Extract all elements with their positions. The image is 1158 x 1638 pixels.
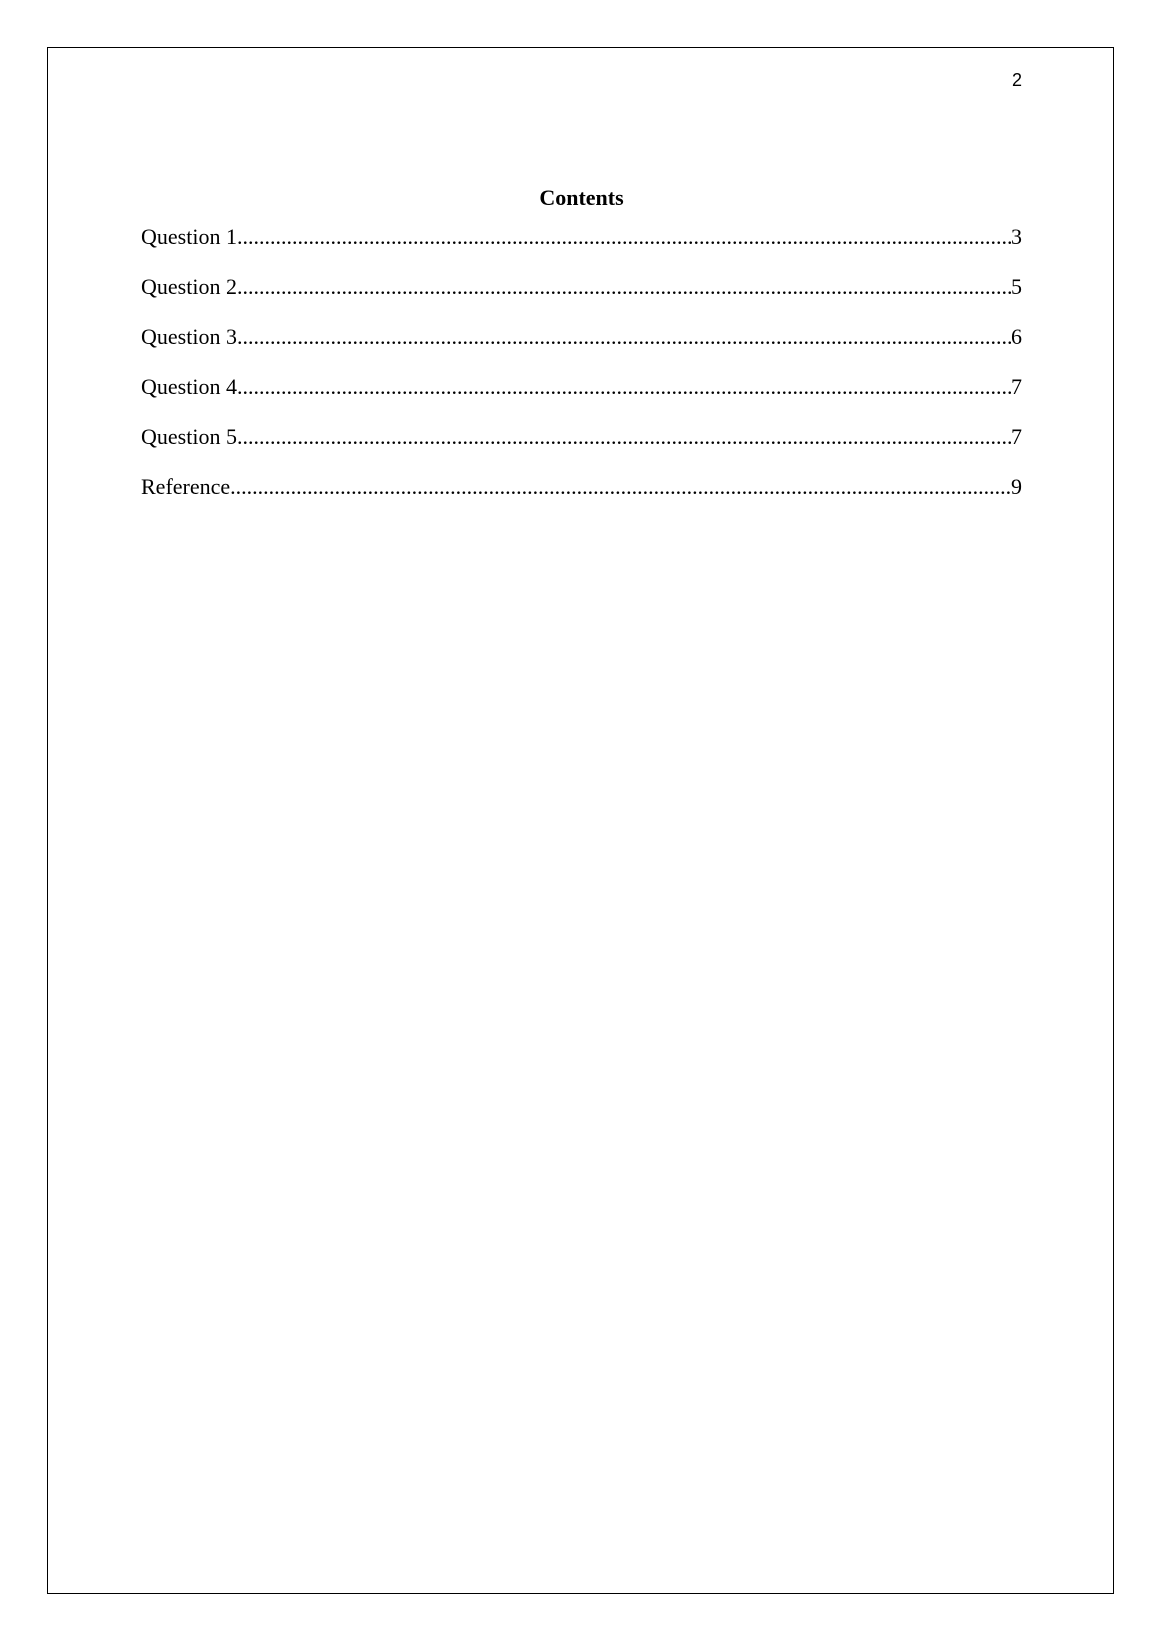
page-number: 2	[1011, 70, 1022, 90]
toc-dot-leader	[237, 374, 1011, 400]
toc-entry-label: Reference	[141, 474, 231, 499]
toc-dot-leader	[237, 324, 1011, 350]
toc-entry-label: Question 3	[141, 324, 237, 349]
toc-entry-page: 6	[1011, 324, 1022, 349]
toc-entry-question-1[interactable]	[141, 224, 1022, 274]
toc-entry-page: 9	[1011, 474, 1022, 499]
toc-entry-page: 7	[1011, 424, 1022, 449]
toc-dot-leader	[237, 424, 1011, 450]
toc-entry-page: 5	[1011, 274, 1022, 299]
toc-dot-leader	[237, 224, 1011, 250]
toc-entry-page: 7	[1011, 374, 1022, 399]
toc-entry-question-4[interactable]	[141, 374, 1022, 424]
toc-entry-question-5[interactable]	[141, 424, 1022, 474]
toc-dot-leader	[237, 274, 1011, 300]
toc-entry-question-3[interactable]	[141, 324, 1022, 374]
toc-title: Contents	[539, 185, 624, 210]
toc-entry-label: Question 5	[141, 424, 237, 449]
toc-entry-page: 3	[1011, 224, 1022, 249]
table-of-contents	[141, 224, 1022, 524]
toc-dot-leader	[230, 474, 1011, 500]
toc-entry-label: Question 1	[141, 224, 237, 249]
toc-entry-label: Question 4	[141, 374, 237, 399]
toc-entry-reference[interactable]	[141, 474, 1022, 524]
toc-entry-label: Question 2	[141, 274, 237, 299]
toc-entry-question-2[interactable]	[141, 274, 1022, 324]
